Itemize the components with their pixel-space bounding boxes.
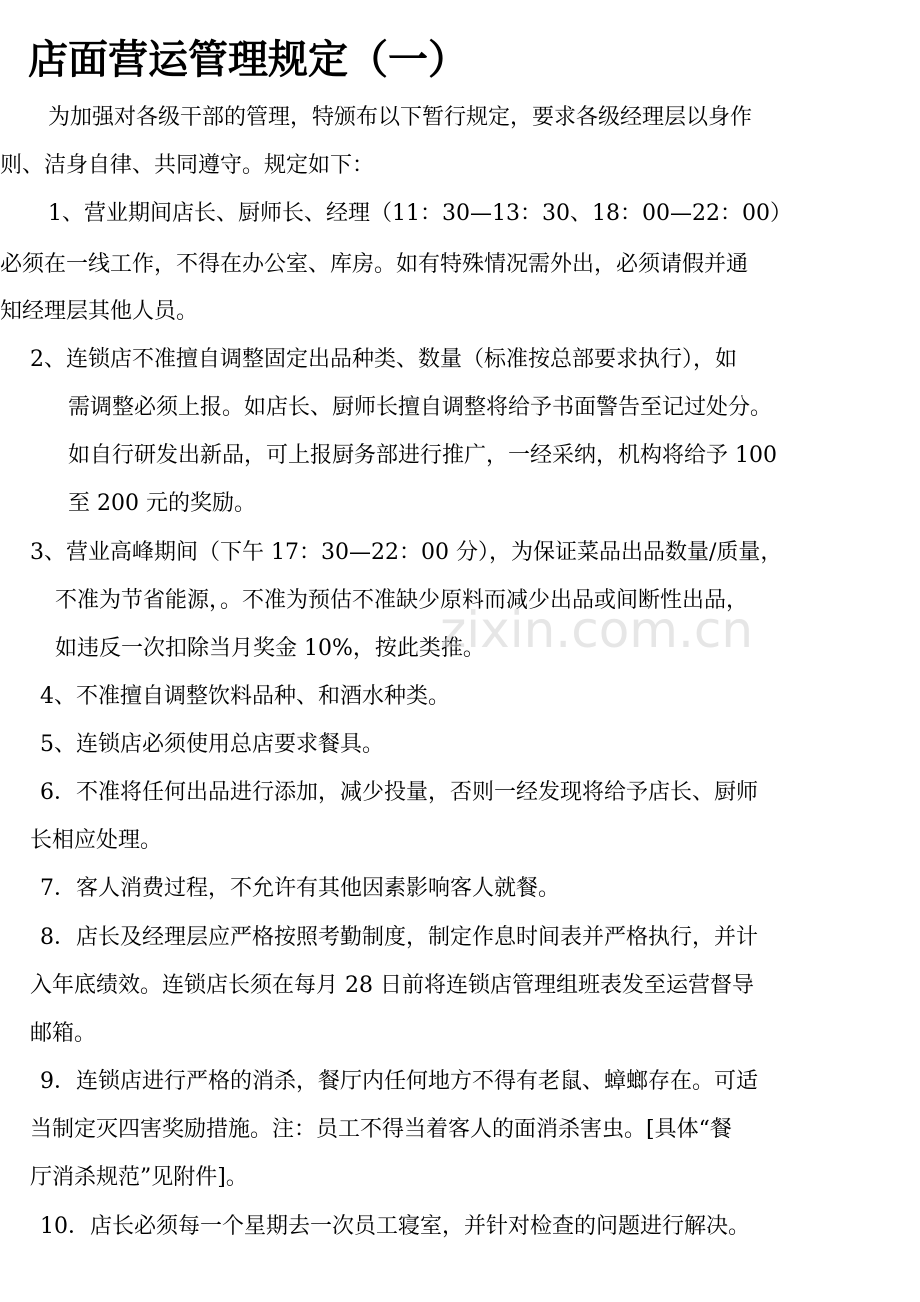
- body-line: 6．不准将任何出品进行添加，减少投量，否则一经发现将给予店长、厨师: [40, 780, 758, 805]
- body-line: 知经理层其他人员。: [0, 299, 199, 324]
- body-line: 3、营业高峰期间（下午 17：30—22：00 分），为保证菜品出品数量/质量，: [30, 540, 783, 565]
- body-line: 如自行研发出新品，可上报厨务部进行推广，一经采纳，机构将给予 100: [68, 443, 777, 468]
- watermark: zixin.com.cn: [440, 601, 754, 659]
- body-line: 2、连锁店不准擅自调整固定出品种类、数量（标准按总部要求执行），如: [30, 347, 737, 372]
- body-line: 邮箱。: [30, 1021, 97, 1046]
- body-line: 如违反一次扣除当月奖金 10%，按此类推。: [55, 636, 485, 661]
- document-title: 店面营运管理规定（一）: [28, 37, 468, 83]
- body-line: 则、洁身自律、共同遵守。规定如下：: [0, 153, 375, 178]
- body-line: 8．店长及经理层应严格按照考勤制度，制定作息时间表并严格执行，并计: [40, 925, 758, 950]
- body-line: 当制定灭四害奖励措施。注：员工不得当着客人的面消杀害虫。[具体“餐: [30, 1117, 732, 1142]
- body-line: 为加强对各级干部的管理，特颁布以下暂行规定，要求各级经理层以身作: [48, 105, 753, 130]
- body-line: 4、不准擅自调整饮料品种、和酒水种类。: [40, 684, 450, 709]
- body-line: 不准为节省能源，。不准为预估不准缺少原料而减少出品或间断性出品，: [55, 588, 749, 613]
- body-line: 5、连锁店必须使用总店要求餐具。: [40, 732, 384, 757]
- body-line: 必须在一线工作，不得在办公室、库房。如有特殊情况需外出，必须请假并通: [0, 252, 749, 277]
- body-line: 1、营业期间店长、厨师长、经理（11：30—13：30、18：00—22：00）: [48, 201, 792, 226]
- body-line: 10．店长必须每一个星期去一次员工寝室，并针对检查的问题进行解决。: [40, 1214, 750, 1239]
- body-line: 长相应处理。: [30, 828, 163, 853]
- body-line: 9．连锁店进行严格的消杀，餐厅内任何地方不得有老鼠、蟑螂存在。可适: [40, 1069, 758, 1094]
- body-line: 7．客人消费过程，不允许有其他因素影响客人就餐。: [40, 876, 560, 901]
- body-line: 需调整必须上报。如店长、厨师长擅自调整将给予书面警告至记过处分。: [68, 395, 773, 420]
- body-line: 入年底绩效。连锁店长须在每月 28 日前将连锁店管理组班表发至运营督导: [30, 973, 754, 998]
- body-line: 至 200 元的奖励。: [68, 491, 256, 516]
- body-line: 厅消杀规范”见附件]。: [30, 1165, 248, 1190]
